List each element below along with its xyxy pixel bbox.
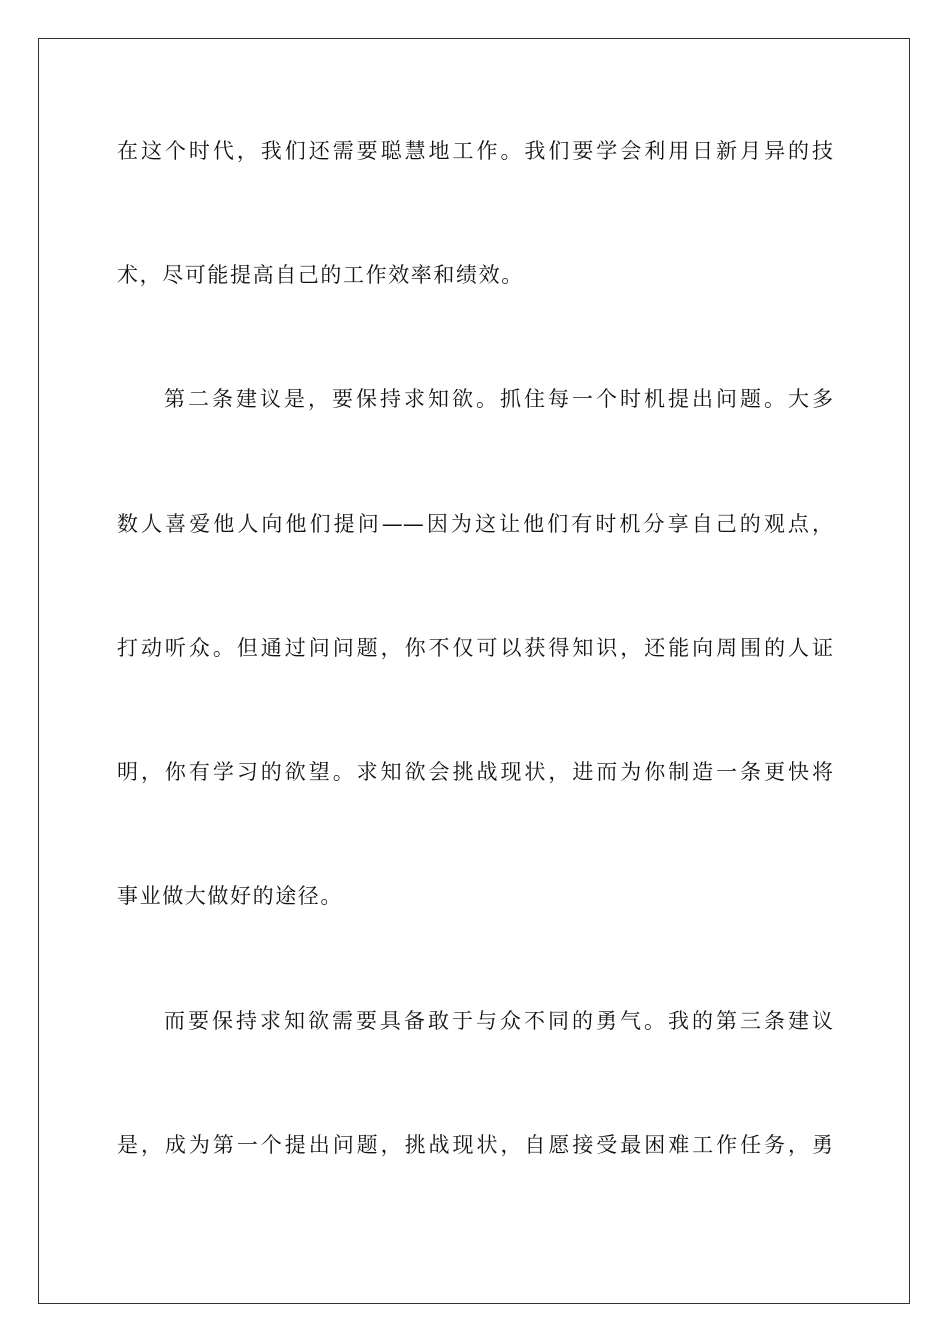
text-line-9: 是，成为第一个提出问题，挑战现状，自愿接受最困难工作任务，勇 — [117, 1133, 833, 1157]
text-line-5: 打动听众。但通过问问题，你不仅可以获得知识，还能向周围的人证 — [117, 636, 833, 660]
text-line-6: 明，你有学习的欲望。求知欲会挑战现状，进而为你制造一条更快将 — [117, 760, 833, 784]
text-line-4: 数人喜爱他人向他们提问——因为这让他们有时机分享自己的观点， — [117, 512, 833, 536]
text-line-2: 术，尽可能提高自己的工作效率和绩效。 — [117, 263, 524, 287]
text-line-3-paragraph-start: 第二条建议是，要保持求知欲。抓住每一个时机提出问题。大多 — [164, 387, 833, 411]
text-line-8-paragraph-start: 而要保持求知欲需要具备敢于与众不同的勇气。我的第三条建议 — [164, 1009, 833, 1033]
text-line-7: 事业做大做好的途径。 — [117, 884, 343, 908]
page-frame — [38, 38, 910, 1304]
text-line-1: 在这个时代，我们还需要聪慧地工作。我们要学会利用日新月异的技 — [117, 139, 833, 163]
